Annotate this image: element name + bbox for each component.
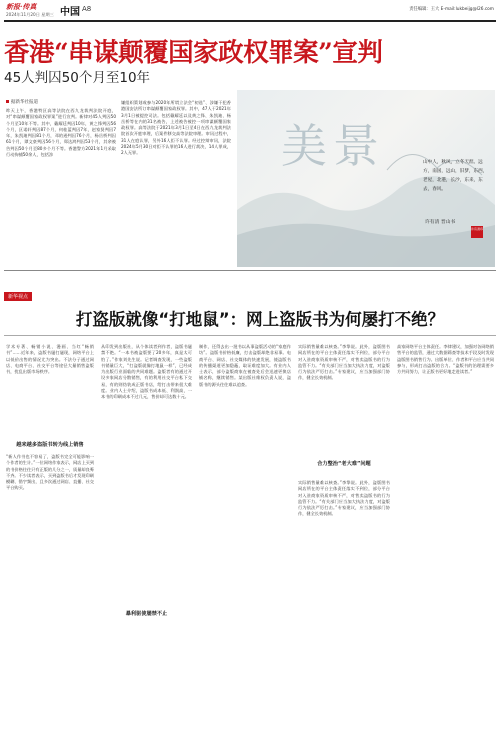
story1-subheadline: 45人判囚50个月至10年 [4, 70, 151, 86]
date-line: 2024年11月20日 星期三 [6, 12, 54, 17]
subhead-online-sales: 越来越多盗版书转为线上销售 [16, 442, 84, 448]
story-divider [4, 270, 496, 271]
story2-headline: 打盗版就像“打地鼠”：网上盗版书为何屡打不绝？ [75, 310, 445, 329]
byline-text: 据新华社报道 [11, 100, 38, 105]
story1-column-2: 嫌组织策划或参与2020年所谓立法会“初选”、涉嫌干犯香港国安法所订串谋颠覆国家政权罪。其中，47人于2021年3月1日被提控司法。包括戴耀廷以及黄之锋、朱凯廸、杨岳桥等在内的31名被告，上述被告被控一项串谋颠覆国家政权罪。高等法院于2021年3月1日至4日在西九龙裁判法院首次开庭审理，后案件移交高等法院审理。审讯过程中，31人在庭认罪，另外16人拒不认罪。经过控辩审讯，法院2024年5月30日对拒不认罪的16人进行裁决，14人罪成，2人无罪。 [121, 100, 231, 156]
editor-line: 责任编辑：王大 E-mail:lukbeijg@l26.com [409, 7, 494, 12]
subhead-profit: 暴利驱使屡禁不止 [101, 610, 192, 617]
calligraphy-poem: 山中人，秋风，立冬天涯。远方，南国，远山，旧梦，东西，老屋，北港，长沙，东来，东去，春风。 [423, 160, 488, 192]
story1-column-1: 昨天上午，香港特区高等法院在西九龙裁判法院开庭，对“串谋颠覆国家政权罪案”进行宣判。新律对45人判囚50个月至10年不等。其中，戴耀廷判囚10年，黄之锋判囚56个月，区诺轩判囚87个月，何桂蓝判囚7年，赵家贤判囚7年，朱凯廸判囚81个月，邓的逊判囚76个月，杨岳桥判囚61个月，谭文豪判囚56个月，郑达鸿判囚53个月，其余被告判囚50个月至80多个月不等。香港警方2021年1月采取行动拘捕50余人，包括涉 [6, 108, 116, 158]
story2-column-4b: 实际销售量难以核查。”李挚说。此外，盗版图书网店所在的平台主体责任落实不到位，部分平台对入驻商家资质审核不严，对售卖盗版书的行为监管不力。“有关部门应当加大执法力度，对盗版行为依法严厉打击。”专家建议，应当加强部门协作，健全长效机制。 [298, 480, 390, 517]
page-number: A8 [82, 5, 92, 13]
calligraphy-painting [237, 90, 495, 267]
story2-column-1b: “新人作书也不容易了，盗版书完全可能影响一个作者的生计。”一位网络作家表示，网店上买到的书价格往往只有正版的几分之一，质量却良莠不齐。不少读者表示，买到盗版书后才发现印刷模糊、错字频出，且多次通过网店、直播、社交平台购买。 [6, 454, 94, 491]
calligraphy-title: 美景 [281, 119, 385, 173]
story2-column-3: 制作，还得去出一批书以从事盗版活动的“家庭作坊”。盗版书价格低廉，打击盗版却绝非易事。电商平台、网店、社交媒体的快速发展，使盗版书的传播渠道更加隐蔽，取证难度加大。有业内人士表示，部分盗版商家在被查处后会迅速更换店铺名称，继续销售。某出版社维权负责人说，盗版书的源头往往难以追查。 [199, 344, 291, 387]
section-label: 新华视点 [4, 292, 32, 301]
calligraphy-seal: 许有清印 [471, 226, 483, 238]
byline-marker [6, 100, 9, 103]
section-label-box [4, 283, 32, 302]
paper-name: 新报·传真 [6, 2, 37, 11]
masthead-rule [4, 20, 496, 22]
story1-headline: 香港“串谋颠覆国家政权罪案”宣判 [4, 38, 383, 68]
story1-byline [6, 99, 38, 105]
masthead [0, 0, 500, 22]
story2-column-4: 实际销售量难以核查。”李挚说。此外，盗版图书网店所在的平台主体责任落实不到位，部分平台对入驻商家资质审核不严，对售卖盗版书的行为监管不力。“有关部门应当加大执法力度，对盗版行为依法严厉打击。”专家建议，应当加强部门协作，健全长效机制。 [298, 344, 390, 381]
story2-headline-rule [4, 335, 496, 336]
subhead-governance: 合力整治“老大难”问题 [317, 461, 371, 467]
story2-column-5: 高家网络平台主体责任。李律建议，加强对各网络销售平台的监管，通过大数据筛查等技术手段及时发现盗版图书销售行为。出版单位、作者和平台应当共同参与，形成打击盗版的合力。“盗版书的治理需要多方共同努力，让正版书更好地走进读者。” [397, 344, 494, 375]
calligraphy-author: 许有清 晋山书 [425, 220, 456, 225]
story2-column-1a: 学术专著、畅销小说、漫画、当红“畅销书”……近年来，盗版书屡打屡现，网络平台上以低价出售的情况尤为突出。不法分子通过网店、电商平台、社交平台等途径大量销售盗版书，扰乱出版市场秩序。 [6, 344, 94, 375]
story2-column-2: 从印发到出版社，从个体读者到作者，盗版书屡禁不绝。“一本书被盗版要了20多年，真是太可怕了。”作家刘先生说。记者调查发现，一些盗版书销量巨大，“打盗版就像打地鼠一样”，已经成为出版行业面临的共同难题。盗版者有的通过开设多家网店分散销售，有的利用社交平台私下交易，有的则伪装成正版书店，给打击带来很大难度。业内人士介绍，盗版书成本低、利润高，一本书的印刷成本不过几元，售价却可达数十元。 [101, 344, 192, 400]
section-name: 中国 [60, 7, 80, 18]
